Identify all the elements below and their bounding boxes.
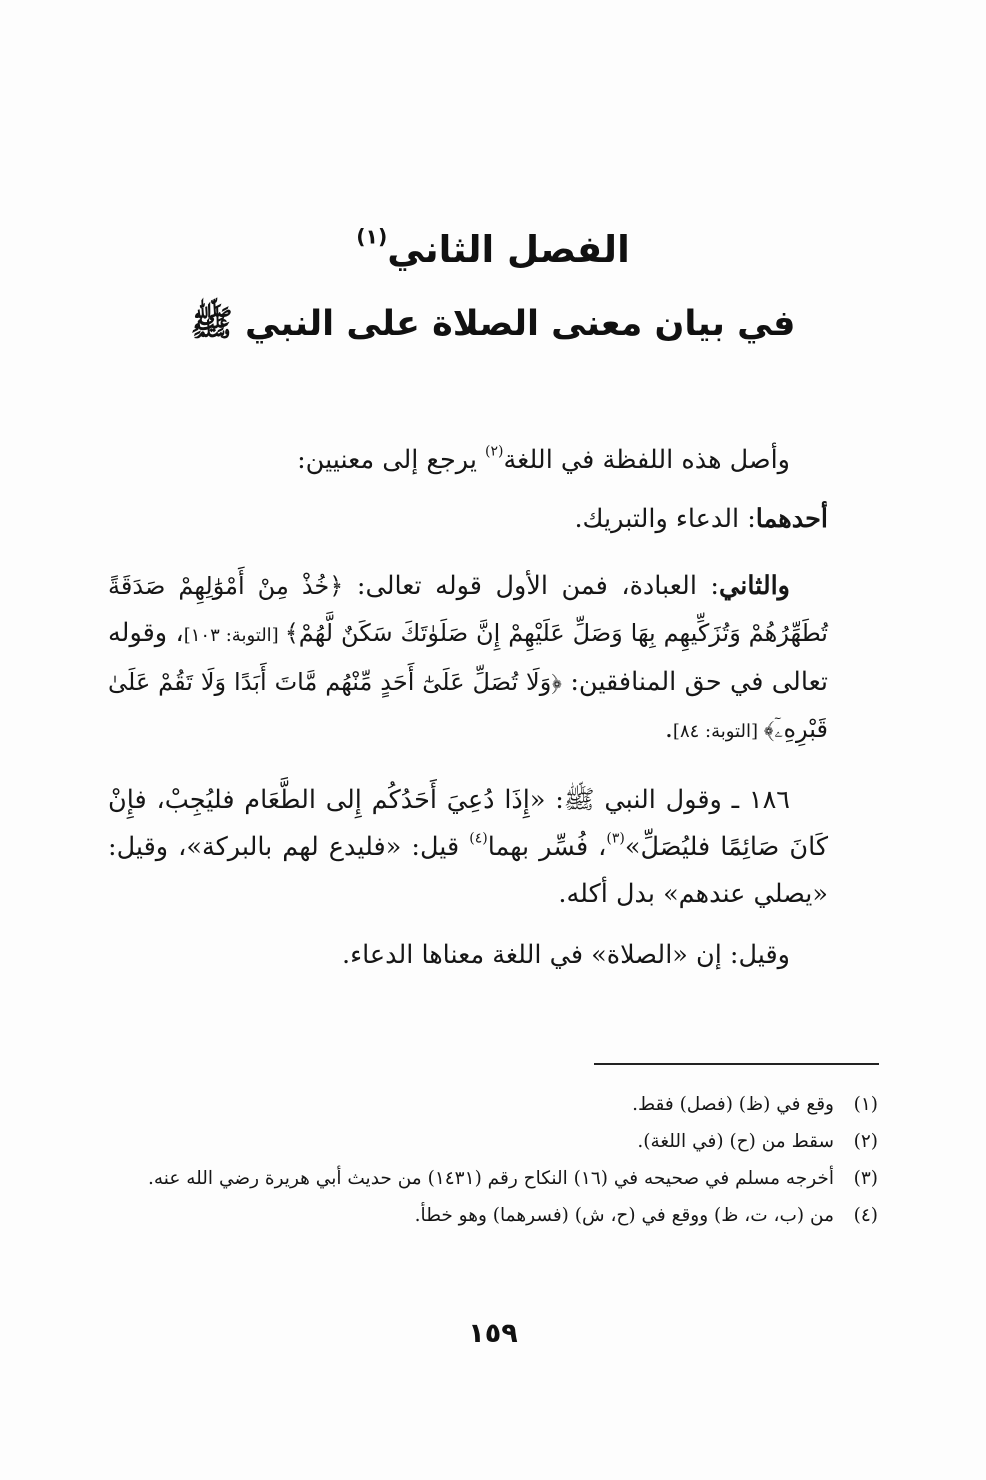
p4-text-b: ، فُسِّر بهما: [487, 832, 607, 862]
footnote-text: من (ب، ت، ظ) ووقع في (ح، ش) (فسرهما) وهو خطأ.: [414, 1205, 834, 1226]
chapter-subtitle: في بيان معنى الصلاة على النبي ﷺ: [190, 304, 796, 344]
verse-reference-1: [التوبة: ١٠٣]: [183, 625, 285, 646]
p1-text-a: وأصل هذه اللفظة في اللغة: [503, 445, 790, 475]
p3-text: : العبادة، فمن الأول قوله تعالى:: [343, 571, 720, 601]
p3-end: .: [664, 714, 673, 744]
quran-verse-1: ﴿خُذْ مِنْ أَمْوَٰلِهِمْ صَدَقَةً تُطَهِّرُهُمْ وَتُزَكِّيهِم بِهَا وَصَلِّ عَلَيْهِمْ إِنَّ صَلَوٰتَكَ سَكَنٌ لَّهُمْ﴾: [108, 572, 828, 647]
p3-text-after: ، وقوله تعالى في حق المنافقين:: [108, 618, 828, 697]
footnote-marker-3: (٣): [606, 830, 625, 847]
footnote-number: (٢): [853, 1131, 878, 1152]
footnote-text: وقع في (ظ) (فصل) فقط.: [632, 1094, 834, 1115]
paragraph-1: [108, 437, 828, 484]
p1-text-b: يرجع إلى معنيين:: [297, 445, 486, 475]
quran-verse-2: ﴿وَلَا تُصَلِّ عَلَىٰٓ أَحَدٍ مِّنْهُم مَّاتَ أَبَدًا وَلَا تَقُمْ عَلَىٰ قَبْرِهِۦٓ﴾: [108, 668, 828, 743]
p3-label: والثاني: [719, 571, 790, 601]
p2-label: أحدهما: [755, 504, 828, 534]
paragraph-2: [108, 496, 828, 543]
chapter-title-text: الفصل الثاني: [387, 228, 630, 271]
p4-text-c: قيل: «فليدع لهم بالبركة»، وقيل: «يصلي عندهم» بدل أكله.: [108, 832, 828, 909]
title-footnote-marker: (١): [356, 224, 388, 249]
footnote-item: [108, 1199, 878, 1233]
paragraph-5: [108, 932, 828, 979]
p2-text: : الدعاء والتبريك.: [574, 504, 756, 534]
paragraph-4-hadith-186: [108, 777, 828, 918]
footnote-number: (٤): [853, 1205, 878, 1226]
footnote-item: [108, 1162, 878, 1196]
footnote-text: سقط من (ح) (في اللغة).: [637, 1131, 834, 1152]
footnote-divider: [594, 1063, 879, 1065]
footnote-item: [108, 1125, 878, 1159]
verse-reference-2: [التوبة: ٨٤]: [672, 721, 764, 742]
footnote-number: (٣): [853, 1168, 878, 1189]
footnote-marker-2: (٢): [485, 443, 504, 460]
page-number: ١٥٩: [468, 1318, 518, 1349]
footnote-item: [108, 1088, 878, 1122]
chapter-title: [0, 224, 986, 271]
footnote-marker-4: (٤): [469, 830, 488, 847]
p5-text: وقيل: إن «الصلاة» في اللغة معناها الدعاء.: [342, 940, 790, 970]
p4-text-a: ١٨٦ ـ وقول النبي ﷺ: «إِذَا دُعِيَ أَحَدُكُم إِلى الطَّعَام فليُجِبْ، فإِنْ كَانَ صَائِمًا فليُصَلِّ»: [108, 785, 829, 862]
paragraph-3: [108, 563, 828, 755]
footnotes: [108, 1088, 878, 1236]
body-text: [108, 437, 828, 979]
footnote-text: أخرجه مسلم في صحيحه في (١٦) النكاح رقم (١٤٣١) من حديث أبي هريرة رضي الله عنه.: [147, 1168, 834, 1189]
footnote-number: (١): [853, 1094, 878, 1115]
